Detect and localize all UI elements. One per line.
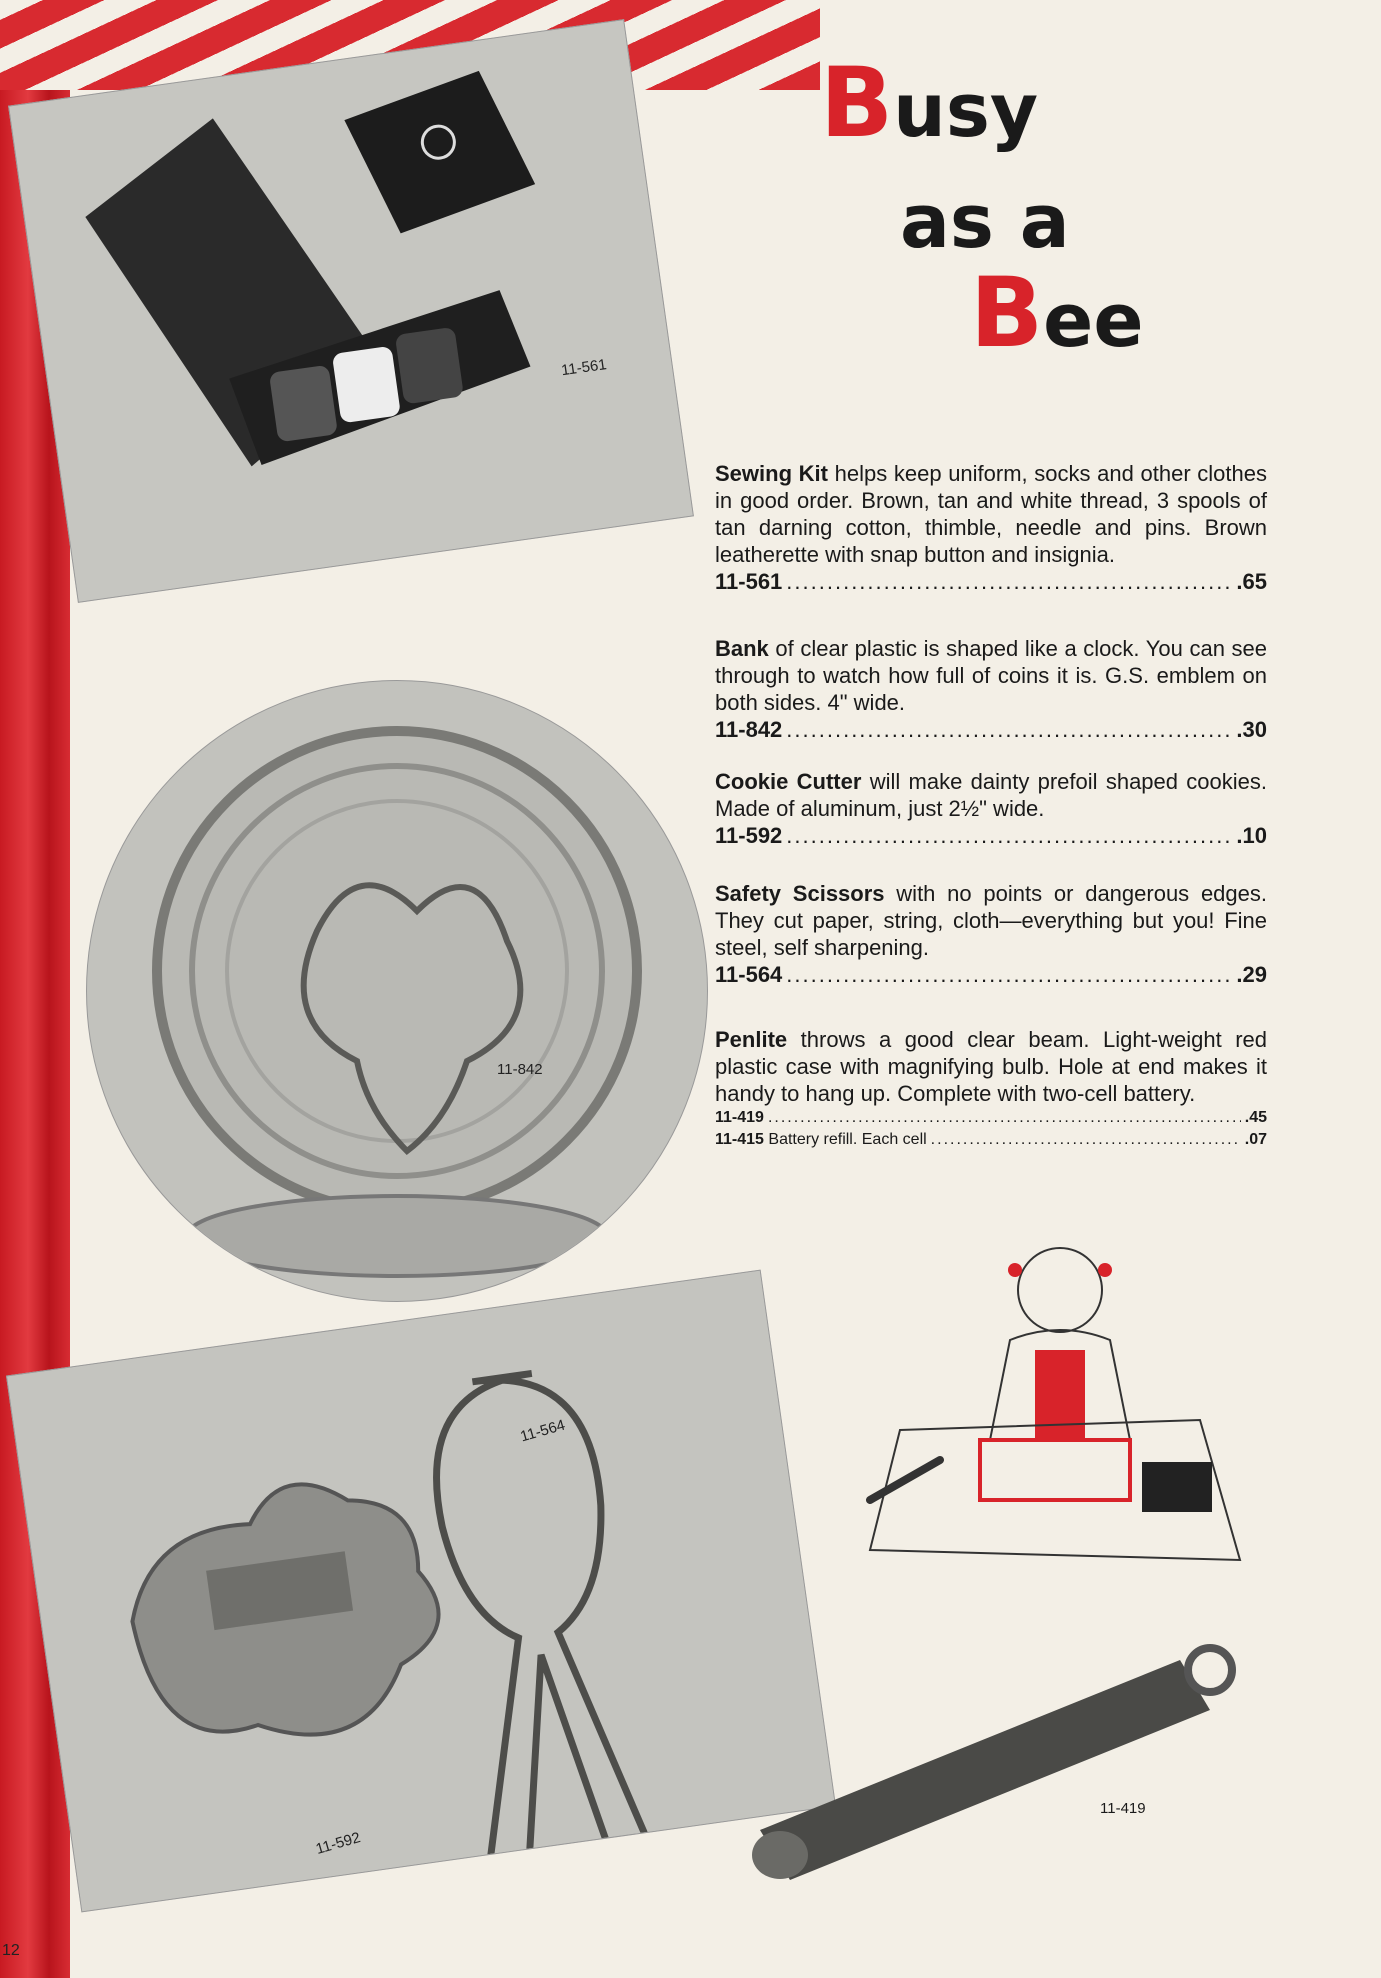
bank-number-label: 11-842 [497,1061,543,1078]
refill-label: Battery refill. Each cell [768,1131,927,1148]
battery-refill-line [715,1129,1267,1151]
item-description: helps keep uniform, socks and other clothes in good order. Brown, tan and white thread, 3 spools of tan darning cotton, thimble, needle and pins. Brown leatherette with snap button and insignia. [715,461,1267,567]
item-code: 11-561 [715,569,783,594]
title-first-capital: B [820,47,894,159]
item-description: will make dainty prefoil shaped cookies. Made of aluminum, just 2½" wide. [715,769,1267,821]
item-price: .29 [1236,962,1267,987]
sewing-kit-number-label: 11-561 [560,356,608,380]
sewing-kit-photo [8,19,694,603]
item-code: 11-564 [715,962,783,987]
item-price: .45 [1244,1109,1267,1126]
item-code: 11-592 [715,823,783,848]
item-sewing-kit [715,460,1267,595]
item-description: throws a good clear beam. Light-weight red plastic case with magnifying bulb. Hole at end makes it handy to hang up. Complete with two-cell battery. [715,1027,1267,1106]
item-bank [715,635,1267,743]
penlite-illustration [740,1590,1280,1890]
item-price: .30 [1236,717,1267,742]
item-name: Cookie Cutter [715,769,862,794]
bank-illustration [87,681,707,1301]
item-code: 11-419 [715,1109,764,1126]
penlite-number-label: 11-419 [1100,1800,1146,1817]
item-name: Bank [715,636,769,661]
title-middle-line: as a [900,179,1070,265]
bank-photo [86,680,708,1302]
item-name: Sewing Kit [715,461,828,486]
item-safety-scissors [715,880,1267,988]
cutter-and-scissors-illustration [7,1271,835,1912]
cookie-cutter-and-scissors-photo [6,1270,836,1913]
cookie-cutter-number-label: 11-592 [313,1829,363,1858]
item-cookie-cutter [715,768,1267,849]
title-second-rest: ee [1043,278,1144,364]
refill-price: .07 [1244,1131,1267,1148]
item-price: .10 [1236,823,1267,848]
item-price: .65 [1236,569,1267,594]
item-name: Safety Scissors [715,881,885,906]
scissors-number-label: 11-564 [518,1416,567,1446]
item-code: 11-842 [715,717,783,742]
item-description: of clear plastic is shaped like a clock. You can see through to watch how full of coins it is. G.S. emblem on both sides. 4" wide. [715,636,1267,715]
page-number: 12 [2,1942,20,1959]
title-second-capital: B [970,257,1044,369]
girl-baking-illustration [860,1230,1280,1590]
title-first-rest: usy [893,68,1039,154]
refill-code: 11-415 [715,1131,764,1148]
item-name: Penlite [715,1027,788,1052]
item-penlite [715,1026,1267,1151]
sewing-kit-illustration [9,20,693,601]
item-description: with no points or dangerous edges. They cut paper, string, cloth—everything but you! Fine steel, self sharpening. [715,881,1267,960]
